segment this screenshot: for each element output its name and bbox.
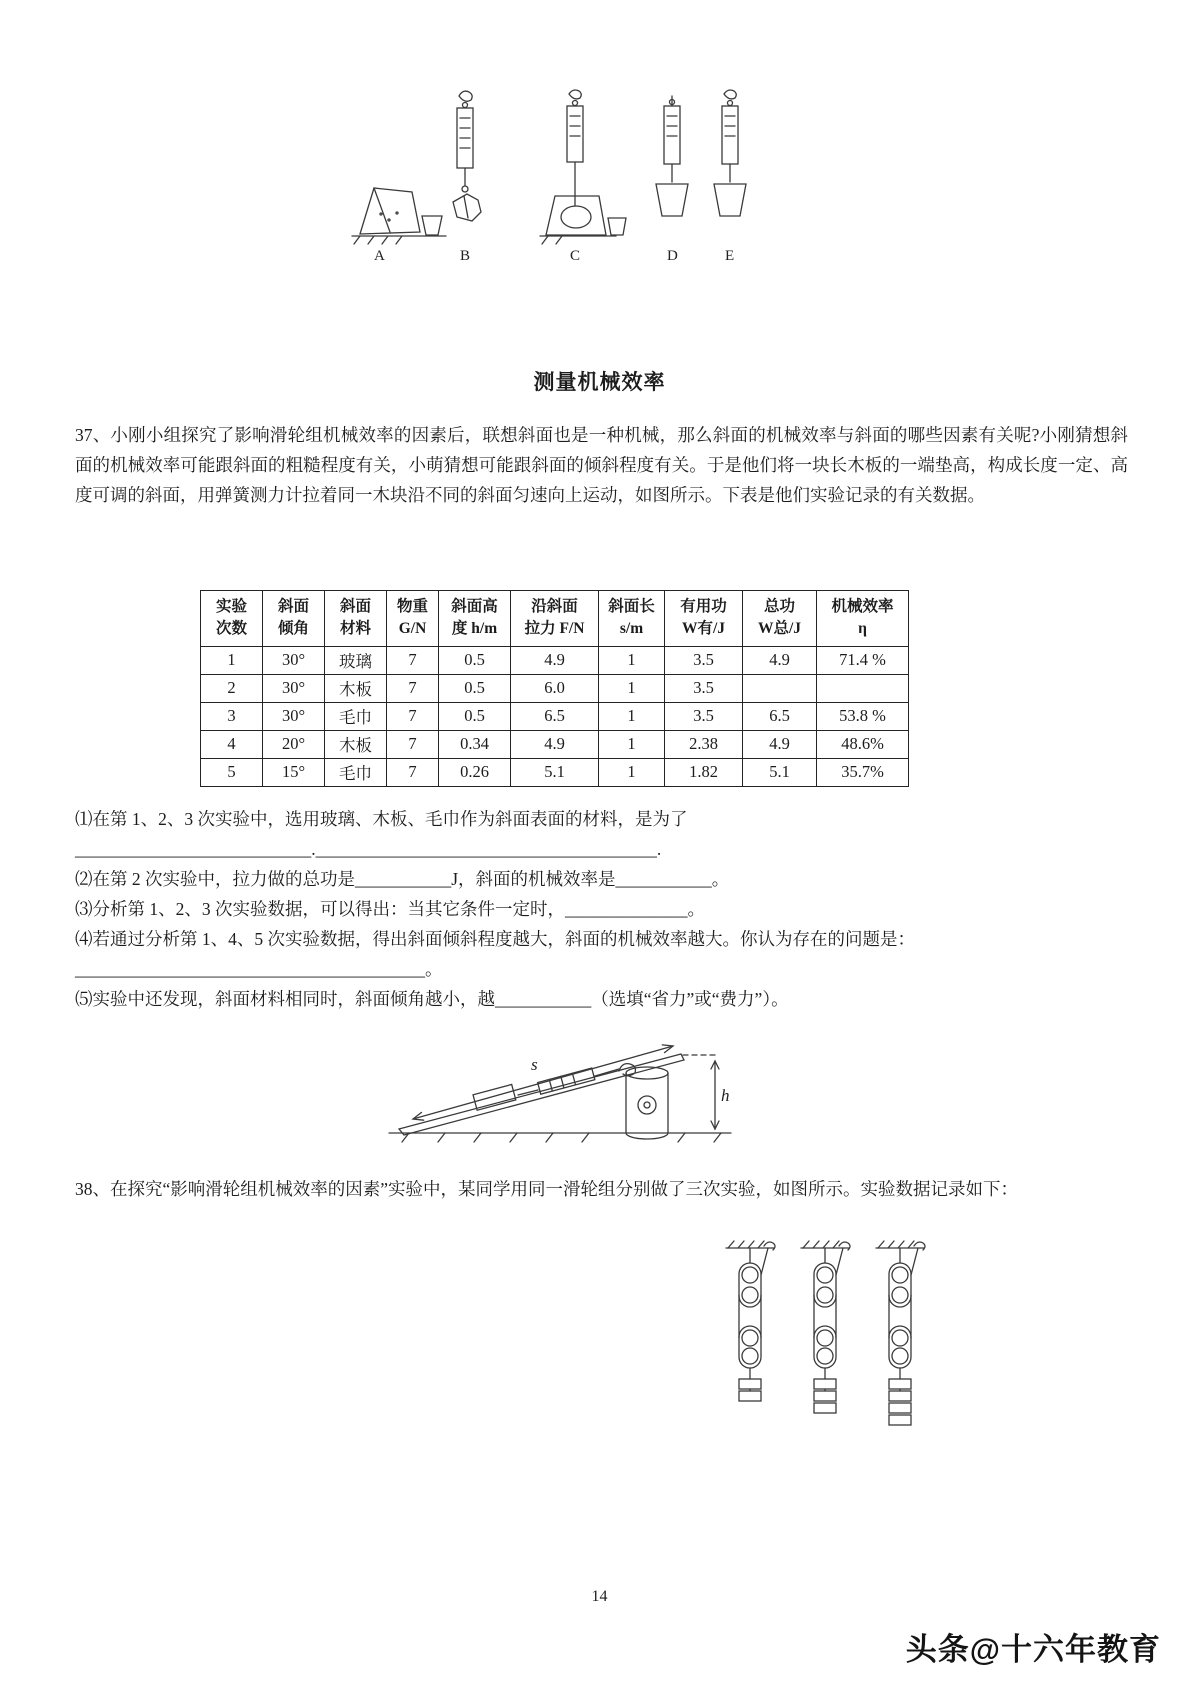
sub-question-1: ⑴在第 1、2、3 次实验中，选用玻璃、木板、毛巾作为斜面表面的材料，是为了: [75, 809, 688, 829]
table-cell: 0.5: [439, 674, 511, 702]
table-cell: 4: [201, 730, 263, 758]
col-header-height: 斜面高 度 h/m: [439, 591, 511, 647]
table-cell: 7: [387, 702, 439, 730]
col-header-efficiency: 机械效率 η: [817, 591, 909, 647]
table-cell: 3.5: [665, 702, 743, 730]
table-cell: 0.5: [439, 646, 511, 674]
table-cell: 木板: [325, 730, 387, 758]
pulley-system-2: [801, 1241, 850, 1413]
table-cell: 5.1: [743, 758, 817, 786]
col-header-total-work: 总功 W总/J: [743, 591, 817, 647]
page-number: 14: [591, 1588, 608, 1605]
figure-label-e: E: [725, 248, 735, 264]
table-cell: 35.7%: [817, 758, 909, 786]
table-cell: 6.5: [511, 702, 599, 730]
hand-icon: [569, 90, 581, 99]
table-cell: 7: [387, 646, 439, 674]
cylinder-support: [626, 1067, 668, 1139]
experiment-data-table: [200, 590, 909, 787]
table-cell: 2: [201, 674, 263, 702]
spring-scale-experiment-figure: [350, 88, 750, 270]
table-cell: 1: [599, 674, 665, 702]
pulley-systems-figure: [710, 1238, 940, 1458]
table-cell: 7: [387, 730, 439, 758]
question-37-text: 37、小刚小组探究了影响滑轮组机械效率的因素后，联想斜面也是一种机械，那么斜面的机械效率与斜面的哪些因素有关呢?小刚猜想斜面的机械效率可能跟斜面的粗糙程度有关，小萌猜想可能跟斜面的倾斜程度有关。于是他们将一块长木板的一端垫高，构成长度一定、高度可调的斜面，用弹簧测力计拉着同一木块沿不同的斜面匀速向上运动，如图所示。下表是他们实验记录的有关数据。: [75, 425, 1128, 505]
figure-label-c: C: [570, 248, 581, 264]
figure-d-scale-cup: [656, 96, 688, 216]
table-cell: [817, 674, 909, 702]
table-cell: 6.0: [511, 674, 599, 702]
table-cell: 5.1: [511, 758, 599, 786]
table-cell: 3.5: [665, 674, 743, 702]
hand-icon: [724, 90, 736, 99]
table-cell: 1: [599, 646, 665, 674]
length-label: s: [531, 1055, 538, 1074]
table-cell: 0.26: [439, 758, 511, 786]
col-header-trial: 实验 次数: [201, 591, 263, 647]
figure-e-scale-cup: [714, 90, 746, 216]
figure-label-a: A: [374, 248, 385, 264]
figure-c-scale-box: [540, 90, 626, 244]
table-row: [201, 646, 909, 674]
pulley-system-3: [876, 1241, 925, 1425]
sub-question-5: ⑸实验中还发现，斜面材料相同时，斜面倾角越小，越___________（选填“省力”或“费力”）。: [75, 989, 789, 1009]
inclined-plane-figure: [385, 1015, 735, 1150]
col-header-material: 斜面 材料: [325, 591, 387, 647]
hand-icon: [764, 1242, 775, 1250]
table-cell: 1: [201, 646, 263, 674]
table-cell: 毛巾: [325, 758, 387, 786]
section-title: 测量机械效率: [533, 370, 666, 394]
sub-question-4-blank: ________________________________________。: [75, 959, 443, 979]
table-cell: 4.9: [743, 730, 817, 758]
figure-b-scale-stone: [453, 91, 481, 221]
col-header-useful-work: 有用功 W有/J: [665, 591, 743, 647]
table-cell: 毛巾: [325, 702, 387, 730]
table-cell: 2.38: [665, 730, 743, 758]
table-cell: 7: [387, 758, 439, 786]
watermark-text: 头条@十六年教育: [905, 1632, 1161, 1667]
table-cell: 7: [387, 674, 439, 702]
sub-question-4: ⑷若通过分析第 1、4、5 次实验数据，得出斜面倾斜程度越大，斜面的机械效率越大。你认为存在的问题是：: [75, 929, 915, 949]
table-cell: 1: [599, 758, 665, 786]
table-cell: 30°: [263, 702, 325, 730]
table-header-row: [201, 591, 909, 647]
sub-question-3: ⑶分析第 1、2、3 次实验数据，可以得出：当其它条件一定时，______________。: [75, 899, 705, 919]
table-cell: 1: [599, 730, 665, 758]
table-row: [201, 730, 909, 758]
table-cell: [743, 674, 817, 702]
table-cell: 4.9: [511, 730, 599, 758]
table-row: [201, 674, 909, 702]
col-header-weight: 物重 G/N: [387, 591, 439, 647]
table-cell: 0.34: [439, 730, 511, 758]
table-cell: 1: [599, 702, 665, 730]
figure-label-d: D: [667, 248, 678, 264]
hand-icon: [914, 1242, 925, 1250]
table-row: [201, 702, 909, 730]
table-cell: 71.4 %: [817, 646, 909, 674]
col-header-force: 沿斜面 拉力 F/N: [511, 591, 599, 647]
pulley-system-1: [726, 1241, 775, 1401]
table-cell: 5: [201, 758, 263, 786]
table-cell: 3.5: [665, 646, 743, 674]
sub-question-1-blank: ___________________________._______________________________________.: [75, 839, 662, 859]
table-cell: 30°: [263, 674, 325, 702]
height-label: h: [721, 1086, 730, 1105]
question-38-text: 38、在探究“影响滑轮组机械效率的因素”实验中，某同学用同一滑轮组分别做了三次实验，如图所示。实验数据记录如下：: [75, 1179, 1019, 1199]
figure-a-tilted-box: [352, 188, 446, 244]
table-cell: 6.5: [743, 702, 817, 730]
hand-icon: [839, 1242, 850, 1250]
table-cell: 30°: [263, 646, 325, 674]
table-cell: 53.8 %: [817, 702, 909, 730]
table-cell: 1.82: [665, 758, 743, 786]
col-header-angle: 斜面 倾角: [263, 591, 325, 647]
table-row: [201, 758, 909, 786]
table-cell: 4.9: [743, 646, 817, 674]
table-cell: 木板: [325, 674, 387, 702]
sub-questions: [75, 804, 1131, 1014]
table-cell: 20°: [263, 730, 325, 758]
table-cell: 3: [201, 702, 263, 730]
hand-icon: [459, 91, 472, 101]
sub-question-2: ⑵在第 2 次实验中，拉力做的总功是___________J，斜面的机械效率是___________。: [75, 869, 730, 889]
table-cell: 玻璃: [325, 646, 387, 674]
table-cell: 48.6%: [817, 730, 909, 758]
table-cell: 4.9: [511, 646, 599, 674]
table-cell: 0.5: [439, 702, 511, 730]
col-header-length: 斜面长 s/m: [599, 591, 665, 647]
table-cell: 15°: [263, 758, 325, 786]
figure-label-b: B: [460, 248, 471, 264]
